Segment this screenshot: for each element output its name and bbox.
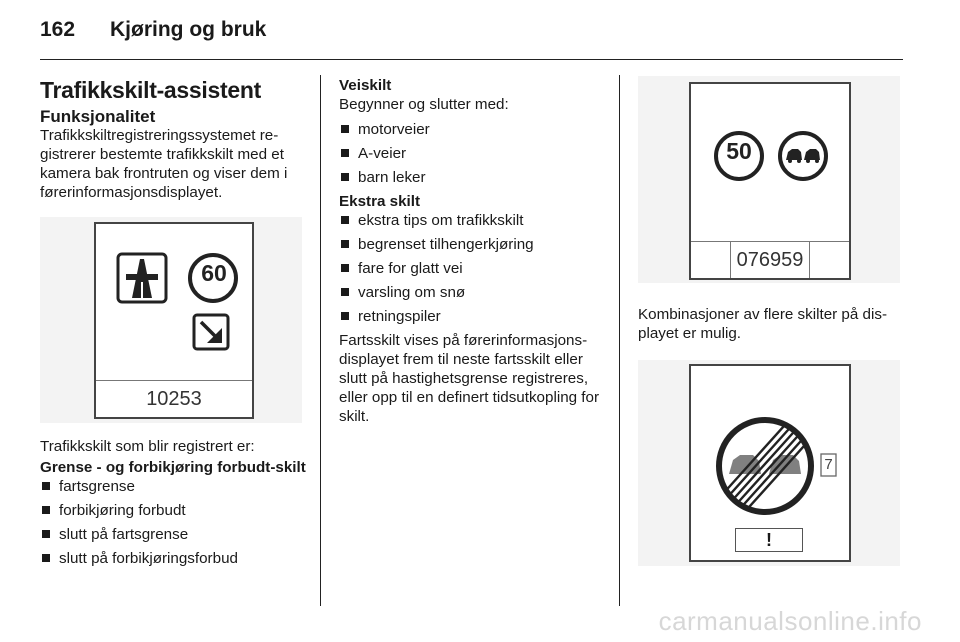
group-title: Grense - og forbikjøring forbudt-skilt [40,459,306,476]
section-title: Trafikkskilt-assistent [40,77,261,103]
list-item: varsling om snø [339,283,611,302]
display-panel [689,82,851,280]
column-divider-1 [320,75,321,606]
list-item: fartsgrense [40,477,310,496]
page-number: 162 [40,18,76,41]
list-intro: Trafikkskilt som blir registrert er: [40,438,255,455]
figure-detected-signs [40,217,302,423]
road-signs-list [339,120,611,187]
column-divider-2 [619,75,620,606]
speed-limit-value: 50 [726,138,752,164]
display-panel [689,364,851,562]
side-label: 7 [824,456,833,473]
chapter-title: Kjøring og bruk [110,18,267,41]
figure-end-of-restriction [638,360,900,566]
list-item: slutt på forbikjøringsforbud [40,549,310,568]
road-signs-intro: Begynner og slutter med: [339,96,509,113]
list-item: begrenset tilhengerkjøring [339,235,611,254]
column-2 [339,76,611,426]
header-rule [40,59,903,60]
arrow-down-right-icon [96,224,252,384]
intro-paragraph: Trafikkskiltregistreringssystemet registrerer bestemte trafikkskilt med et kamera bak frontruten og viser dem i førerinformasjonsdisplayet. [40,127,288,201]
display-panel [94,222,254,419]
speed-sign-paragraph: Fartsskilt vises på førerinformasjonsdisplayet frem til neste fartsskilt eller slutt på hastighetsgrense registreres, eller opp til en definert tidsutkopling for skilt. [339,332,600,425]
watermark: carmanualsonline.info [658,606,922,636]
warning-label: ! [735,528,803,552]
list-item: forbikjøring forbudt [40,501,310,520]
extra-signs-list [339,211,611,326]
list-item: fare for glatt vei [339,259,611,278]
combination-caption: Kombinasjoner av flere skilter på displayet er mulig. [638,306,888,342]
sign-type-list [40,477,310,568]
subsection-title: Funksjonalitet [40,107,156,126]
list-item: retningspiler [339,307,611,326]
list-item: ekstra tips om trafikkskilt [339,211,611,230]
sign-number: 10253 [96,380,252,417]
road-signs-title: Veiskilt [339,77,392,94]
speed-limit-value: 60 [201,260,227,286]
figure-sign-combination [638,76,900,283]
column-1 [40,76,310,573]
page-header [40,18,266,42]
no-overtaking-icon [691,84,849,244]
list-item: slutt på fartsgrense [40,525,310,544]
sign-number: 076959 [691,241,849,278]
extra-signs-title: Ekstra skilt [339,193,421,210]
list-item: motorveier [339,120,611,139]
column-3 [638,76,910,566]
list-item: barn leker [339,168,611,187]
list-item: A-veier [339,144,611,163]
